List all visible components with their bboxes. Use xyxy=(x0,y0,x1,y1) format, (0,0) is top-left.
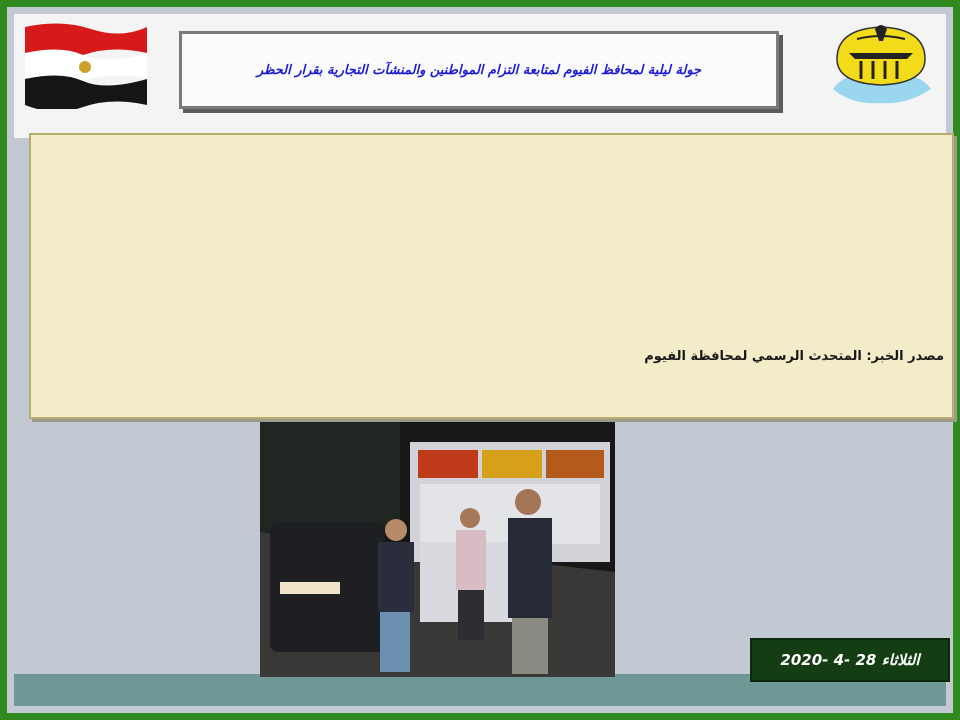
article-paragraph xyxy=(39,245,944,289)
egypt-flag-icon xyxy=(21,19,151,109)
article-paragraph xyxy=(39,193,944,237)
article-paragraph xyxy=(39,297,944,341)
date-badge xyxy=(750,638,950,682)
fayoum-governorate-logo-icon xyxy=(827,19,935,111)
news-source: مصدر الخبر: المتحدث الرسمي لمحافظة الفيوم xyxy=(644,349,944,364)
article-paragraph xyxy=(39,141,944,185)
title-box xyxy=(179,31,779,109)
page-title: جولة ليلية لمحافظ الفيوم لمتابعة التزام المواطنين والمنشآت التجارية بقرار الحظر xyxy=(256,62,702,78)
article-box xyxy=(29,133,954,419)
news-photo xyxy=(260,422,615,677)
date-label: الثلاثاء 28 -4 -2020 xyxy=(780,651,920,669)
